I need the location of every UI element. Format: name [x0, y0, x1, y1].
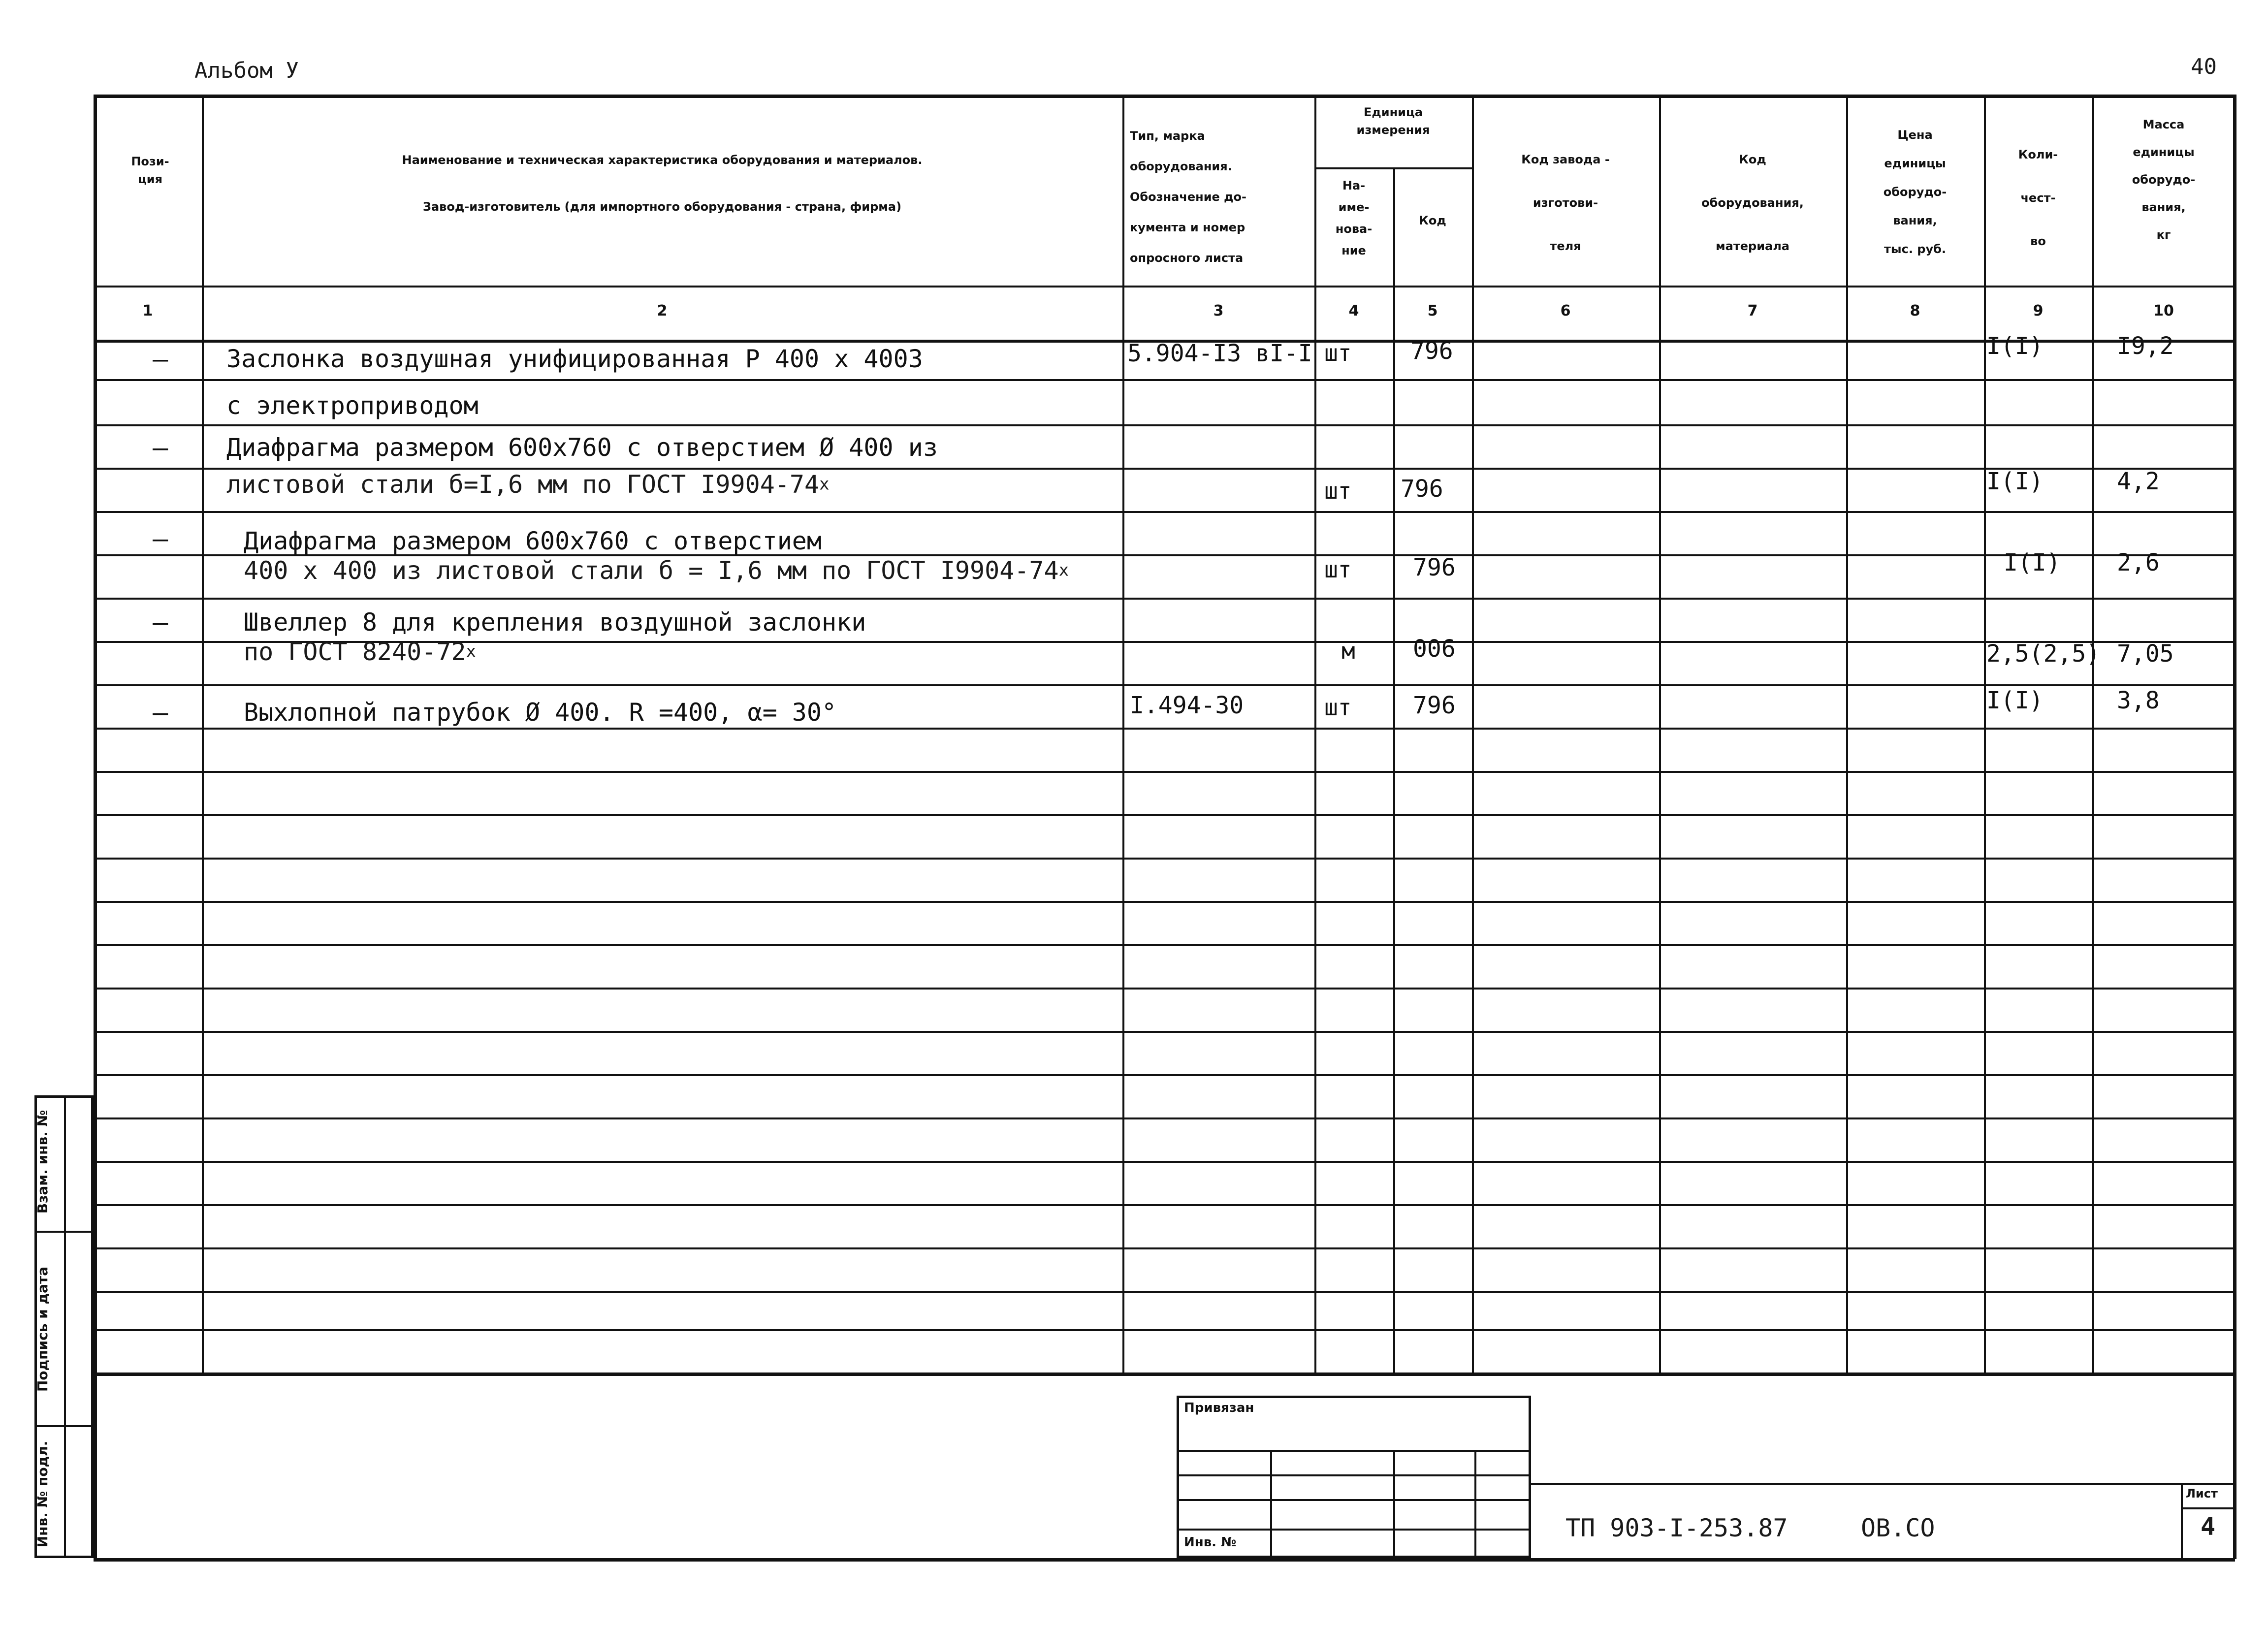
- col-line-2: [1122, 95, 1124, 1373]
- row-name-group: [226, 470, 830, 499]
- row-code: 796: [1413, 554, 1456, 581]
- header-equipment-code: Код оборудования, материала: [1701, 153, 1804, 253]
- row-line: [94, 468, 2235, 470]
- row-unit: шт: [1324, 694, 1352, 721]
- doc-section: ОВ.СО: [1861, 1514, 1935, 1542]
- col-line-8: [1984, 95, 1986, 1373]
- side-label-podpis: Подпись и дата: [34, 1266, 51, 1392]
- row-line: [94, 988, 2235, 990]
- row-line: [94, 598, 2235, 600]
- header-unit-name: На- име- нова- ние: [1335, 179, 1373, 257]
- header-unit-group: Единица измерения: [1356, 105, 1430, 137]
- row-position: –: [153, 433, 168, 463]
- row-quantity: I(I): [1986, 687, 2044, 714]
- row-name-group: [244, 638, 476, 666]
- row-position: –: [153, 345, 168, 374]
- col-line-3: [1314, 95, 1316, 1373]
- row-quantity: 2,5(2,5): [1986, 640, 2101, 668]
- binding-line: [1177, 1529, 1531, 1531]
- header-unit: Код: [1419, 214, 1446, 227]
- row-line: [94, 1117, 2235, 1119]
- binding-col: [1270, 1450, 1272, 1558]
- row-unit: шт: [1324, 478, 1352, 504]
- header-position: Пози- ция: [131, 155, 169, 186]
- row-name-sup: х: [466, 641, 477, 662]
- col-line-9: [2092, 95, 2094, 1373]
- row-line: [94, 511, 2235, 513]
- row-code: 006: [1413, 635, 1456, 663]
- header-type: Тип, марка оборудования. Обозначение до- кумента и номер опросного листа: [1130, 129, 1246, 265]
- row-line: [94, 1031, 2235, 1033]
- page-number: 40: [2191, 54, 2217, 79]
- colnum-6: 6: [1560, 302, 1571, 319]
- sheet-label: Лист: [2186, 1487, 2218, 1500]
- col-line-5: [1472, 95, 1474, 1373]
- side-stamp-inner: [64, 1095, 66, 1558]
- row-quantity: I(I): [1986, 468, 2044, 495]
- row-line: [94, 1247, 2235, 1249]
- row-line: [94, 858, 2235, 860]
- colnum-10: 10: [2153, 302, 2174, 319]
- colnum-3: 3: [1213, 302, 1224, 319]
- side-label-vzam: Взам. инв. №: [34, 1110, 51, 1214]
- inv-no-label: Инв. №: [1184, 1535, 1237, 1550]
- row-line: [94, 944, 2235, 946]
- row-line: [94, 901, 2235, 903]
- row-position: –: [153, 524, 168, 554]
- sheet-box-divider: [2181, 1507, 2235, 1509]
- side-label-inv: Инв. № подл.: [34, 1440, 51, 1548]
- row-name: Диафрагма размером 600х760 с отверстием Ø 400 из: [226, 433, 938, 462]
- col-line-1: [202, 95, 204, 1373]
- row-unit: шт: [1324, 556, 1352, 583]
- row-mass: 2,6: [2117, 549, 2160, 576]
- row-line: [94, 1329, 2235, 1331]
- colnum-2: 2: [657, 302, 668, 319]
- row-unit: шт: [1324, 340, 1352, 366]
- binding-col: [1393, 1450, 1395, 1558]
- row-code: 796: [1410, 337, 1453, 365]
- row-name: 400 х 400 из листовой стали б = I,6 мм по ГОСТ I9904-74: [244, 556, 1059, 585]
- sheet-number: 4: [2200, 1512, 2216, 1541]
- row-name-group: [244, 556, 1069, 585]
- binding-line: [1177, 1474, 1531, 1476]
- row-name: по ГОСТ 8240-72: [244, 638, 466, 666]
- colnum-4: 4: [1348, 302, 1359, 319]
- colnum-5: 5: [1427, 302, 1438, 319]
- header-factory-code: Код завода - изготови- теля: [1521, 153, 1610, 253]
- row-position: –: [153, 608, 168, 638]
- binding-stamp: [1177, 1396, 1531, 1558]
- row-mass: 7,05: [2117, 640, 2174, 668]
- table-bottom-line: [94, 1373, 2235, 1376]
- col-line-6: [1659, 95, 1661, 1373]
- title-block-top: [1531, 1483, 2235, 1485]
- frame-bottom: [94, 1558, 2235, 1562]
- row-line: [94, 1291, 2235, 1293]
- frame-top: [94, 95, 2235, 98]
- header-bottom-line: [94, 286, 2235, 287]
- binding-col: [1474, 1450, 1476, 1558]
- row-line: [94, 424, 2235, 426]
- col-line-4: [1393, 167, 1395, 1373]
- row-code: 796: [1401, 475, 1443, 503]
- row-name: Выхлопной патрубок Ø 400. R =400, α= 30°: [244, 698, 837, 727]
- binding-line: [1177, 1499, 1531, 1501]
- row-line: [94, 728, 2235, 730]
- row-line: [94, 1204, 2235, 1206]
- colnum-7: 7: [1747, 302, 1758, 319]
- row-line: [94, 684, 2235, 686]
- row-line: [94, 1161, 2235, 1163]
- row-name: Швеллер 8 для крепления воздушной заслонки: [244, 608, 866, 637]
- row-line: [94, 814, 2235, 816]
- row-mass: 4,2: [2117, 468, 2160, 495]
- row-name: Диафрагма размером 600х760 с отверстием: [244, 527, 822, 555]
- row-mass: 3,8: [2117, 687, 2160, 714]
- colnum-9: 9: [2033, 302, 2044, 319]
- album-label: Альбом У: [194, 58, 299, 83]
- header-name-line1: Наименование и техническая характеристика оборудования и материалов.: [402, 153, 923, 167]
- colnum-1: 1: [142, 302, 153, 319]
- row-line: [94, 379, 2235, 381]
- row-unit: м: [1342, 638, 1355, 664]
- doc-code: ТП 903-I-253.87: [1565, 1514, 1788, 1542]
- row-quantity: I(I): [2004, 549, 2061, 576]
- header-name-line2: Завод-изготовитель (для импортного оборудования - страна, фирма): [422, 200, 902, 214]
- row-mass: I9,2: [2117, 332, 2174, 360]
- row-line: [94, 771, 2235, 773]
- row-name: Заслонка воздушная унифицированная Р 400 х 4003: [226, 345, 923, 373]
- col-line-7: [1846, 95, 1848, 1373]
- binding-line: [1177, 1450, 1531, 1452]
- header-mass: Масса единицы оборудо- вания, кг: [2132, 118, 2196, 242]
- row-line: [94, 1074, 2235, 1076]
- row-quantity: I(I): [1986, 332, 2044, 360]
- row-name-sup: х: [819, 474, 830, 494]
- header-quantity: Коли- чест- во: [2018, 148, 2058, 248]
- row-code: 796: [1413, 692, 1456, 719]
- row-name: с электроприводом: [226, 391, 479, 420]
- row-type: 5.904-I3 вI-I: [1127, 340, 1312, 367]
- binding-label: Привязан: [1184, 1401, 1254, 1415]
- colnum-8: 8: [1910, 302, 1920, 319]
- row-name-sup: х: [1058, 560, 1069, 580]
- row-position: –: [153, 698, 168, 728]
- header-price: Цена единицы оборудо- вания, тыс. руб.: [1883, 128, 1947, 256]
- row-name: листовой стали б=I,6 мм по ГОСТ I9904-74: [226, 470, 820, 499]
- row-type: I.494-30: [1130, 692, 1244, 719]
